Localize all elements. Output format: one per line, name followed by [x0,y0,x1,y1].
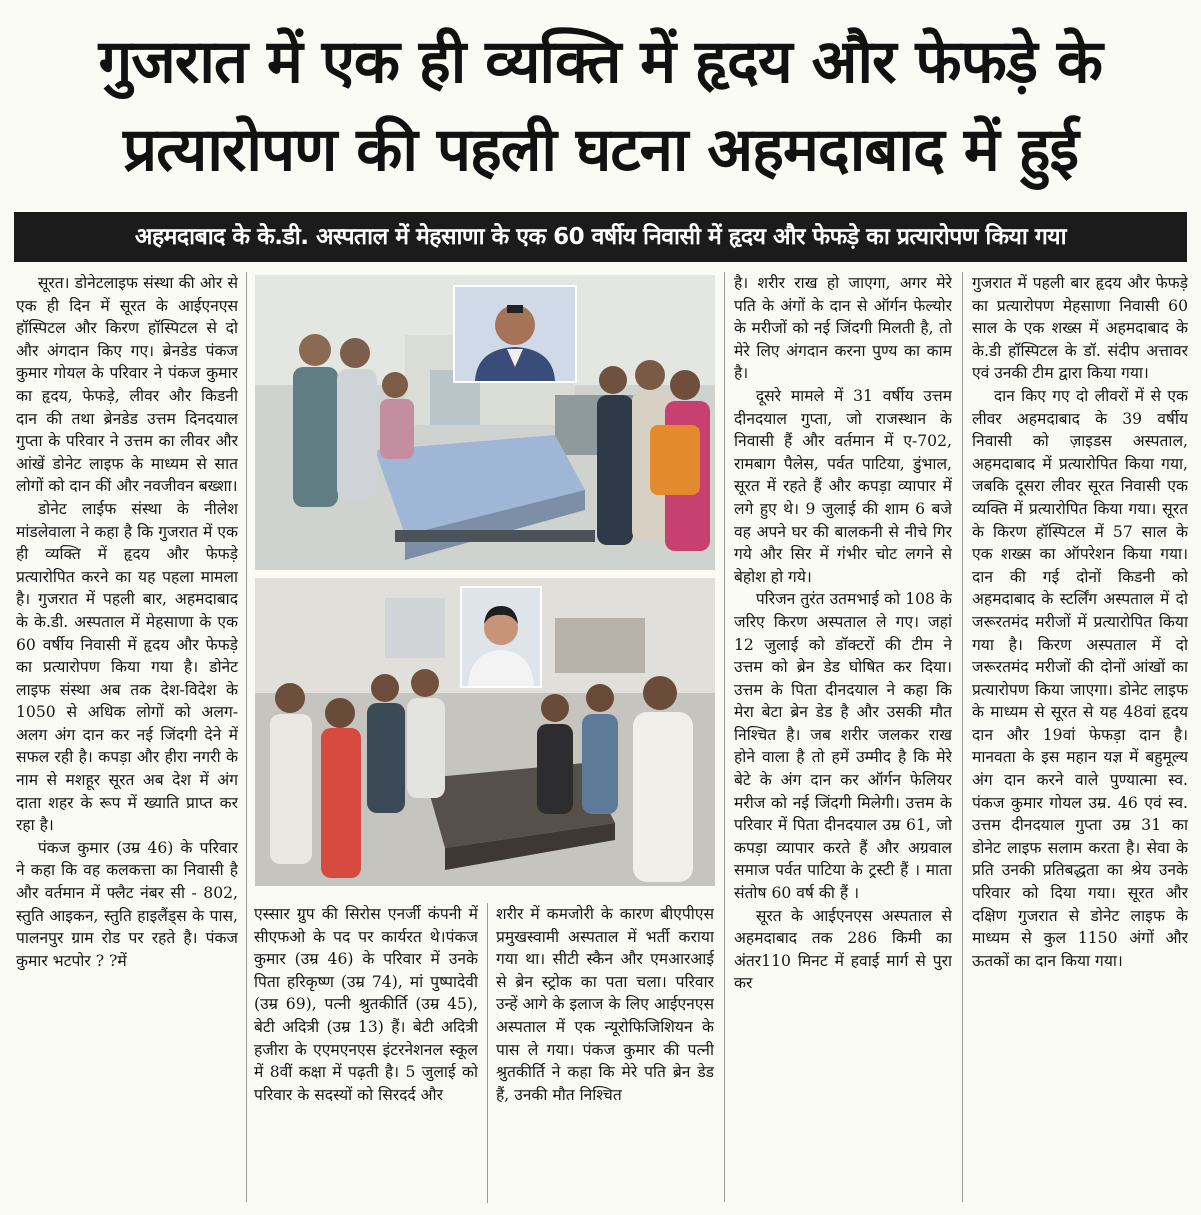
article-column-4 [734,272,952,1202]
doctor-portrait-image [455,287,575,381]
column-rule [487,903,488,1203]
paragraph: परिजन तुरंत उतमभाई को 108 के जरिए किरण अस्पताल ले गए। जहां 12 जुलाई को डॉक्टरों की टीम ने उत्तम को ब्रेन डेड घोषित कर दिया। उत्तम के पिता दीनदयाल ने कहा कि मेरा बेटा ब्रेन डेड है और उसकी मौत निश्चित है। जब शरीर जलकर राख होने वाला है तो हमें उम्मीद है कि मेरे बेटे के अंग दान कर ऑर्गन फेलियर मरीज को नई जिंदगी मिलेगी। उत्तम के परिवार में पिता दीनदयाल उम्र 61, जो कपड़ा व्यापार करते हैं और अग्रवाल समाज पर्वत पाटिया के ट्रस्टी हैं । माता संतोष 60 वर्ष की हैं । [734,590,952,903]
donor-portrait-inset [460,586,542,688]
subheadline-bar: अहमदाबाद के के.डी. अस्पताल में मेहसाणा के एक 60 वर्षीय निवासी में हृदय और फेफड़े का प्रत्यारोपण किया गया [14,212,1187,262]
paragraph: पंकज कुमार (उम्र 46) के परिवार ने कहा कि वह कलकत्ता का निवासी है और वर्तमान में फ्लैट नंबर सी - 802, स्तुति आइकन, स्तुति हाइलैंड्स के पास, पालनपुर ग्राम रोड पर रहते है। पंकज कुमार भटपोर ? ?में [16,838,238,970]
paragraph: गुजरात में पहली बार हृदय और फेफड़े का प्रत्यारोपण मेहसाणा निवासी 60 साल के एक शख्स में अहमदाबाद के के.डी हॉस्पिटल के डॉ. संदीप अत्तावर एवं उनकी टीम द्वारा किया गया। [972,274,1188,383]
hospital-photo-bottom [255,578,715,886]
doctor-portrait-inset [453,285,577,383]
headline-line-2: प्रत्यारोपण की पहली घटना अहमदाबाद में हुई [123,115,1078,185]
paragraph: दान किए गए दो लीवरों में से एक लीवर अहमदाबाद के 39 वर्षीय निवासी को ज़ाइडस अस्पताल, अहमदाबाद में प्रत्यारोपित किया गया, जबकि दूसरा लीवर सूरत निवासी एक व्यक्ति में प्रत्यारोपित किया गया। सूरत के किरण हॉस्पिटल में 57 साल के एक शख्स का ऑपरेशन किया गया। दान की गई दोनों किडनी को अहमदाबाद के स्टर्लिंग अस्पताल में दो जरूरतमंद मरीजों में प्रत्यारोपित किया गया है। किरण अस्पताल में दो जरूरतमंद मरीजों की दोनों आंखों का प्रत्यारोपण किया जाएगा। डोनेट लाइफ के माध्यम से सूरत से यह 48वां हृदय दान और 19वां फेफड़ा दान है। मानवता के इस महान यज्ञ में बहुमूल्य अंग दान करने वाले पुण्यात्मा स्व. पंकज कुमार गोयल उम्र. 46 एवं स्व. उत्तम दीनदयाल गुप्ता उम्र 31 का डोनेट लाइफ सलाम करता है। सेवा के प्रति उनकी प्रतिबद्धता का श्रेय उनके परिवार को दिया गया। सूरत और दक्षिण गुजरात से डोनेट लाइफ के माध्यम से कुल 1150 अंगों और ऊतकों का दान किया गया। [972,386,1188,970]
paragraph: है। शरीर राख हो जाएगा, अगर मेरे पति के अंगों के दान से ऑर्गन फेल्योर के मरीजों को नई जिंदगी मिलती है, तो मेरे लिए अंगदान करना पुण्य का काम है। [734,274,952,383]
paragraph: दूसरे मामले में 31 वर्षीय उत्तम दीनदयाल गुप्ता, जो राजस्थान के निवासी हैं और वर्तमान में ए-702, रामबाग पैलेस, पर्वत पाटिया, डुंभाल, सूरत में रहते हैं और कपड़ा व्यापार में लगे हुए थे। 9 जुलाई की शाम 6 बजे वह अपने घर की बालकनी से नीचे गिर गये और सिर में गंभीर चोट लगने से बेहोश हो गये। [734,386,952,586]
paragraph: डोनेट लाईफ संस्था के नीलेश मांडलेवाला ने कहा है कि गुजरात में एक ही व्यक्ति में हृदय और फेफड़े प्रत्यारोपित करने का यह पहला मामला है। गुजरात में पहली बार, अहमदाबाद के के.डी. अस्पताल में मेहसाणा के एक 60 वर्षीय निवासी में हृदय और फेफड़े का प्रत्यारोपण किया गया है। डोनेट लाइफ संस्था अब तक देश-विदेश के 1050 से अधिक लोगों को अलग-अलग अंग दान कर नई जिंदगी देने में सफल रही है। कपड़ा और हीरा नगरी के नाम से मशहूर सूरत अब देश में अंग दाता शहर के रूप में ख्याति प्राप्त कर रहा है। [16,499,238,835]
column-rule [962,272,963,1202]
headline-line-1: गुजरात में एक ही व्यक्ति में हृदय और फेफड़े के [98,27,1102,97]
donor-portrait-image [462,588,540,686]
column-rule [246,272,247,1202]
paragraph: एस्सार ग्रुप की सिरोस एनर्जी कंपनी में सीएफओ के पद पर कार्यरत थे।पंकज कुमार (उम्र 46) के परिवार में उनके पिता हरिकृष्ण (उम्र 74), मां पुष्पादेवी (उम्र 69), पत्नी श्रुतकीर्ति (उम्र 45), बेटी अदित्री (उम्र 13) हैं। बेटी अदित्री हजीरा के एएमएनएस इंटरनेशनल स्कूल में 8वीं कक्षा में पढ़ती है। 5 जुलाई को परिवार के सदस्यों को सिरदर्द और [254,905,478,1104]
paragraph: शरीर में कमजोरी के कारण बीएपीएस प्रमुखस्वामी अस्पताल में भर्ती कराया गया था। सीटी स्कैन और एमआरआई से ब्रेन स्ट्रोक का पता चला। परिवार उन्हें आगे के इलाज के लिए आईएनएस अस्पताल में एक न्यूरोफिजिशियन के पास ले गया। पंकज कुमार की पत्नी श्रुतकीर्ति ने कहा कि मेरे पति ब्रेन डेड हैं, उनकी मौत निश्चित [496,905,714,1104]
column-rule [724,272,725,1202]
paragraph: सूरत। डोनेटलाइफ संस्था की ओर से एक ही दिन में सूरत के आईएनएस हॉस्पिटल और किरण हॉस्पिटल से दो और अंगदान किए गए। ब्रेनडेड पंकज कुमार गोयल के परिवार ने पंकज कुमार का हृदय, फेफड़े, लीवर और किडनी दान की तथा ब्रेनडेड उत्तम दिनदयाल गुप्ता के परिवार ने उत्तम का लीवर और आंखें डोनेट लाइफ के माध्यम से सात लोगों को दान कीं और नवजीवन बख्शा। [16,274,238,496]
article-column-5 [972,272,1188,1202]
article-column-2 [254,903,478,1203]
article-column-3 [496,903,714,1203]
hospital-photo-top [255,275,715,570]
paragraph: सूरत के आईएनएस अस्पताल से अहमदाबाद तक 286 किमी का अंतर110 मिनट में हवाई मार्ग से पुरा कर [734,906,952,993]
article-column-1 [16,272,238,1202]
